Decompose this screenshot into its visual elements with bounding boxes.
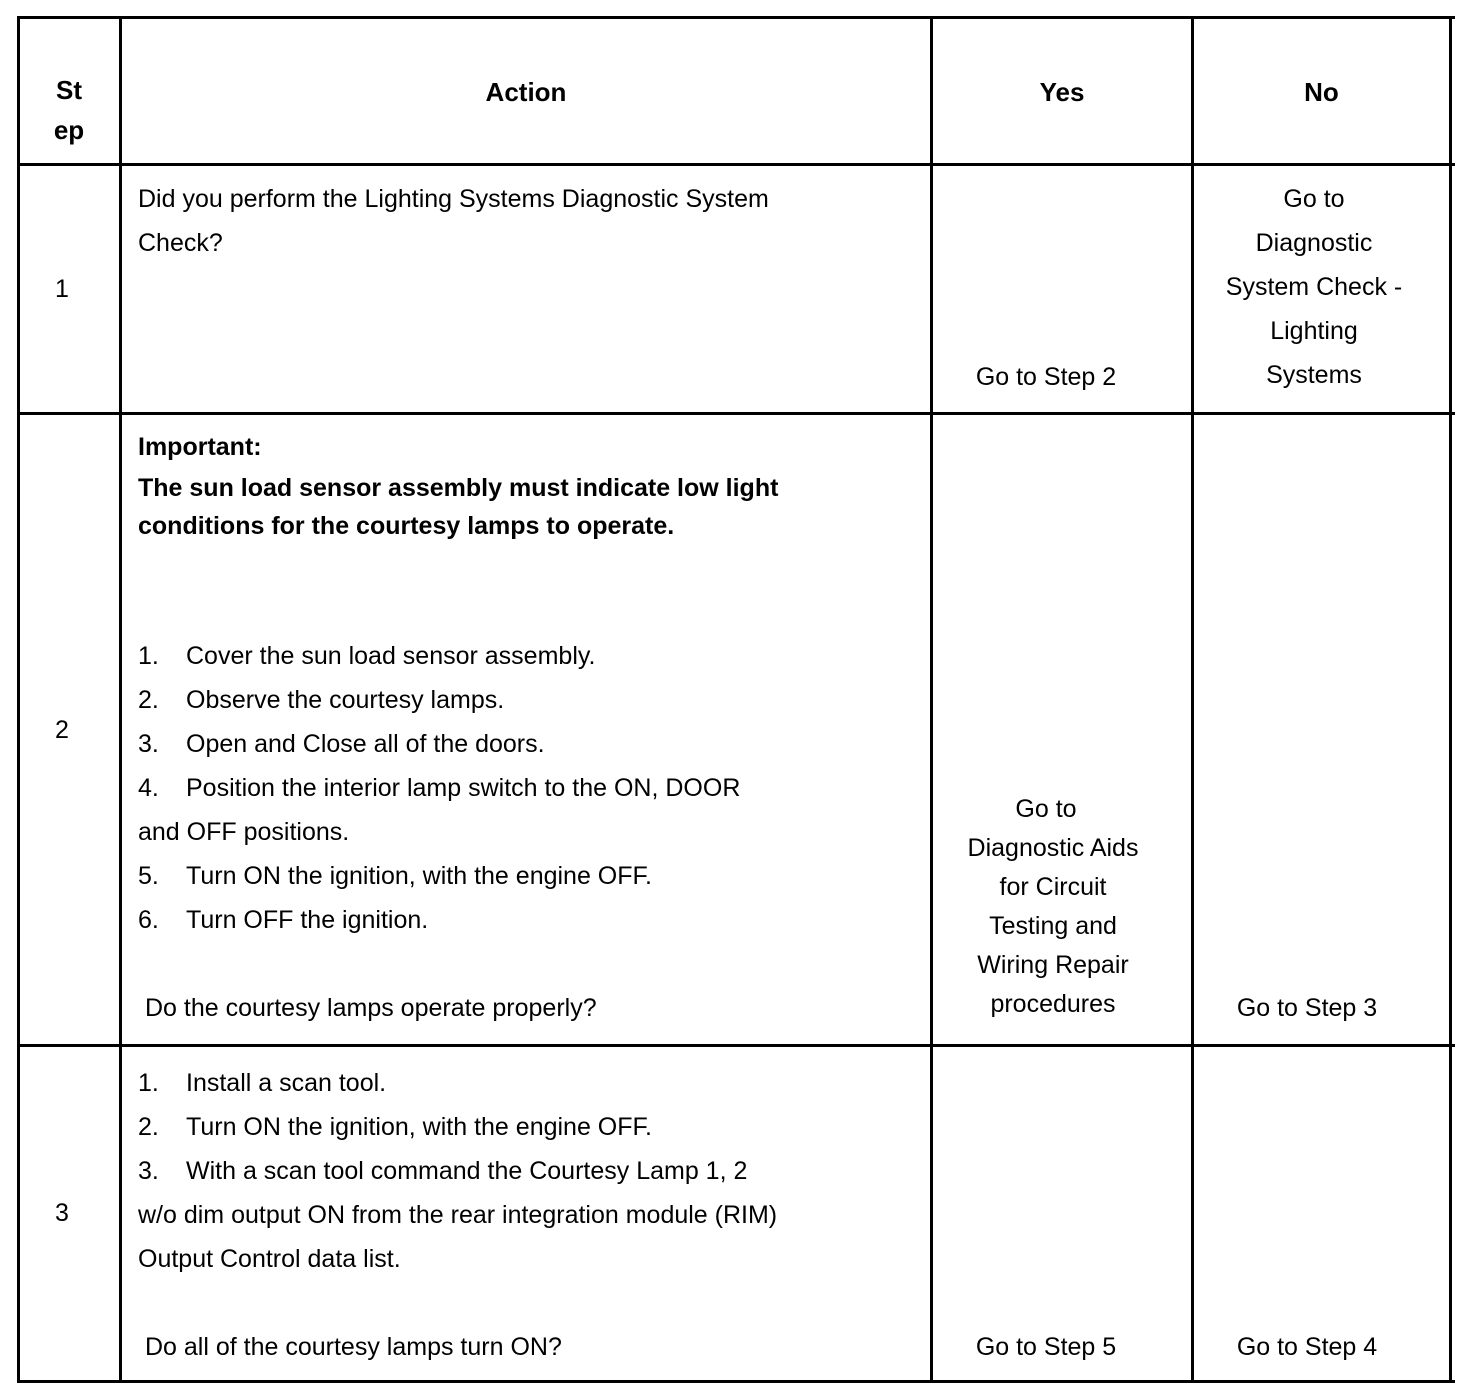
header-row-divider xyxy=(17,163,1455,166)
list-item: 6. Turn OFF the ignition. xyxy=(138,906,429,934)
list-item-continuation: and OFF positions. xyxy=(138,818,350,846)
step-number: 3 xyxy=(55,1199,69,1227)
no-link[interactable]: Go to Step 4 xyxy=(1236,1333,1378,1361)
yes-link[interactable]: Go to Diagnostic Aids for Circuit Testing and Wiring Repair procedures xyxy=(967,795,1139,1018)
question-text: Do all of the courtesy lamps turn ON? xyxy=(145,1333,562,1361)
step-number: 1 xyxy=(55,275,69,303)
no-link[interactable]: Go to Step 3 xyxy=(1236,994,1378,1022)
list-item-continuation: w/o dim output ON from the rear integration module (RIM) xyxy=(138,1201,778,1229)
column-divider-action xyxy=(930,16,933,1383)
table-border-left xyxy=(17,16,20,1383)
header-action: Action xyxy=(485,77,567,107)
important-title: Important: xyxy=(138,433,262,461)
yes-link[interactable]: Go to Step 5 xyxy=(975,1333,1117,1361)
procedure-list xyxy=(138,634,740,942)
header-yes: Yes xyxy=(1039,77,1085,107)
table-border-top xyxy=(17,16,1455,19)
list-item: 5. Turn ON the ignition, with the engine OFF. xyxy=(138,862,652,890)
header-no: No xyxy=(1304,77,1339,107)
header-step: St ep xyxy=(53,75,85,145)
action-text: Did you perform the Lighting Systems Diagnostic System Check? xyxy=(138,185,769,257)
row-divider-2 xyxy=(17,1044,1455,1047)
step-number: 2 xyxy=(55,716,69,744)
list-item: 2. Observe the courtesy lamps. xyxy=(138,686,505,714)
row-divider-1 xyxy=(17,412,1455,415)
procedure-list xyxy=(138,1061,777,1281)
list-item: 4. Position the interior lamp switch to the ON, DOOR xyxy=(138,774,741,802)
important-note: The sun load sensor assembly must indicate low light conditions for the courtesy lamps to operate. xyxy=(138,474,779,540)
question-text: Do the courtesy lamps operate properly? xyxy=(145,994,597,1022)
yes-link[interactable]: Go to Step 2 xyxy=(975,363,1117,391)
list-item: 1. Cover the sun load sensor assembly. xyxy=(138,642,596,670)
no-link[interactable]: Go to Diagnostic System Check - Lighting Systems xyxy=(1225,185,1403,389)
table-border-bottom xyxy=(17,1380,1455,1383)
list-item: 1. Install a scan tool. xyxy=(138,1069,387,1097)
list-item: 2. Turn ON the ignition, with the engine OFF. xyxy=(138,1113,652,1141)
list-item-continuation: Output Control data list. xyxy=(138,1245,401,1273)
column-divider-step xyxy=(119,16,122,1383)
list-item: 3. With a scan tool command the Courtesy Lamp 1, 2 xyxy=(138,1157,748,1185)
list-item: 3. Open and Close all of the doors. xyxy=(138,730,545,758)
table-border-right xyxy=(1449,16,1452,1383)
